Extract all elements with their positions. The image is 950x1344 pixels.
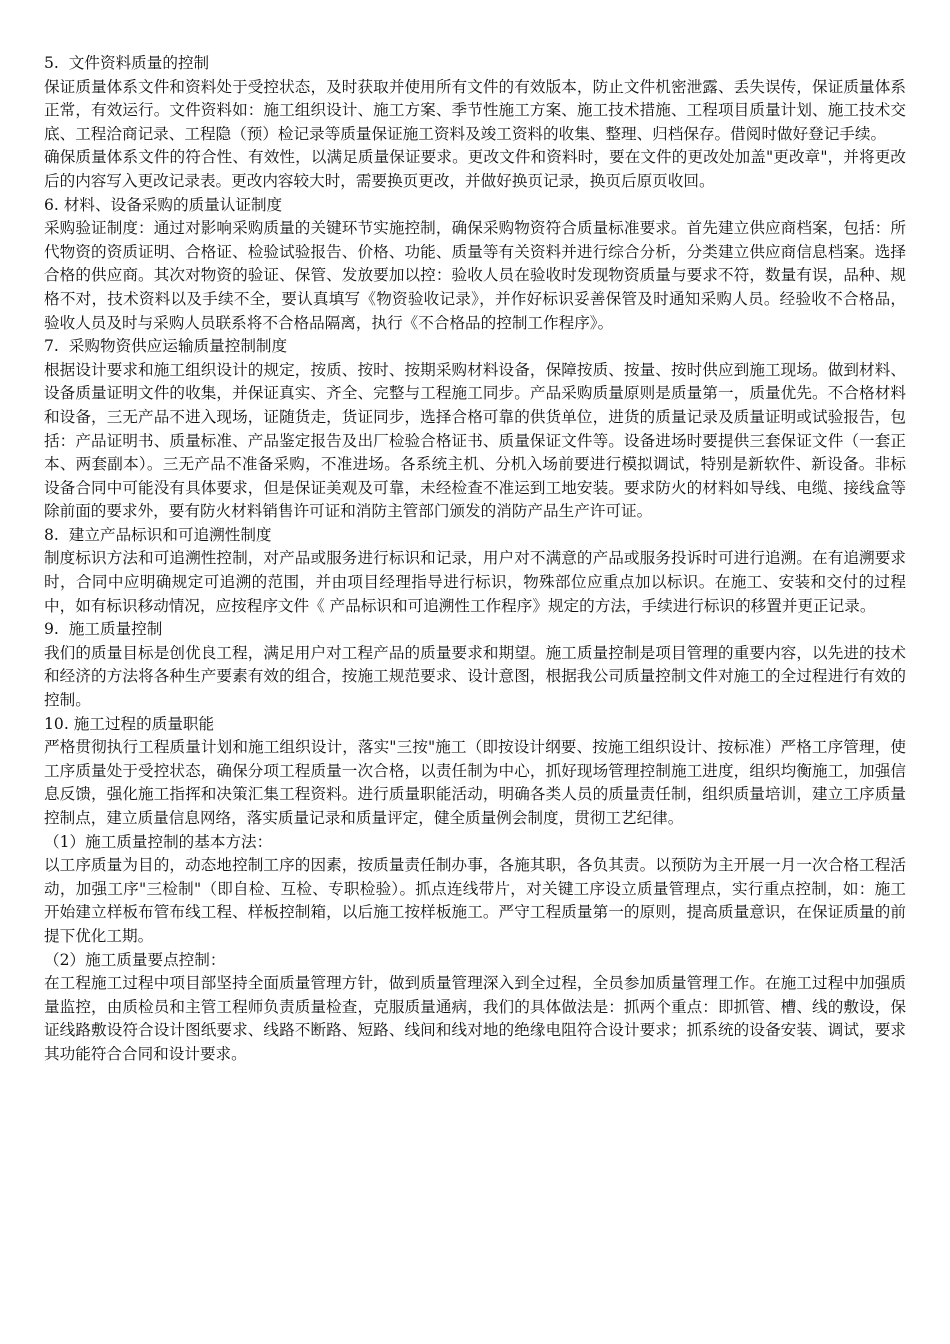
section-9 [44, 618, 906, 712]
section-6 [44, 194, 906, 336]
section-heading: 8. 建立产品标识和可追溯性制度 [44, 525, 272, 544]
section-8 [44, 524, 906, 618]
paragraph: 严格贯彻执行工程质量计划和施工组织设计，落实"三按"施工（即按设计纲要、按施工组织设计、按标准）严格工序管理，使工序质量处于受控状态，确保分项工程质量一次合格，以责任制为中心，抓好现场管理控制施工进度，组织均衡施工，加强信息反馈，强化施工指挥和决策汇集工程资料。进行质量职能活动，明确各类人员的质量责任制，组织质量培训，建立工序质量控制点，建立质量信息网络，落实质量记录和质量评定，健全质量例会制度，贯彻工艺纪律。 [44, 738, 906, 827]
paragraph: 确保质量体系文件的符合性、有效性，以满足质量保证要求。更改文件和资料时，要在文件的更改处加盖"更改章"，并将更改后的内容写入更改记录表。更改内容较大时，需要换页更改，并做好换页记录，换页后原页收回。 [44, 148, 906, 190]
paragraph: 采购验证制度：通过对影响采购质量的关键环节实施控制，确保采购物资符合质量标准要求。首先建立供应商档案，包括：所代物资的资质证明、合格证、检验试验报告、价格、功能、质量等有关资料并进行综合分析，分类建立供应商信息档案。选择合格的供应商。其次对物资的验证、保管、发放要加以控：验收人员在验收时发现物资质量与要求不符，数量有误，品种、规格不对，技术资料以及手续不全，要认真填写《物资验收记录》，并作好标识妥善保管及时通知采购人员。经验收不合格品，验收人员及时与采购人员联系将不合格品隔离，执行《不合格品的控制工作程序》。 [44, 219, 906, 332]
paragraph: 制度标识方法和可追溯性控制，对产品或服务进行标识和记录，用户对不满意的产品或服务投诉时可进行追溯。在有追溯要求时，合同中应明确规定可追溯的范围，并由项目经理指导进行标识，物殊部位应重点加以标识。在施工、安装和交付的过程中，如有标识移动情况，应按程序文件《 产品标识和可追溯性工作程序》规定的方法，手续进行标识的移置并更正记录。 [44, 549, 906, 615]
section-5 [44, 52, 906, 194]
subsection-heading: （1）施工质量控制的基本方法： [44, 832, 273, 851]
paragraph: 保证质量体系文件和资料处于受控状态，及时获取并使用所有文件的有效版本，防止文件机密泄露、丢失误传，保证质量体系正常，有效运行。文件资料如：施工组织设计、施工方案、季节性施工方案、施工技术措施、工程项目质量计划、施工技术交底、工程洽商记录、工程隐（预）检记录等质量保证施工资料及竣工资料的收集、整理、归档保存。借阅时做好登记手续。 [44, 77, 906, 143]
subsection-basic-methods [44, 831, 906, 949]
paragraph: 在工程施工过程中项目部坚持全面质量管理方针，做到质量管理深入到全过程，全员参加质量管理工作。在施工过程中加强质量监控，由质检员和主管工程师负责质量检查，克服质量通病，我们的具体做法是：抓两个重点：即抓管、槽、线的敷设，保证线路敷设符合设计图纸要求、线路不断路、短路、线间和线对地的绝缘电阻符合设计要求；抓系统的设备安装、调试，要求其功能符合合同和设计要求。 [44, 974, 906, 1063]
section-heading: 9. 施工质量控制 [44, 620, 163, 639]
paragraph: 以工序质量为目的，动态地控制工序的因素，按质量责任制办事，各施其职，各负其责。以预防为主开展一月一次合格工程活动，加强工序"三检制"（即自检、互检、专职检验）。抓点连线带片，对关键工序设立质量管理点，实行重点控制，如：施工开始建立样板布管布线工程、样板控制箱，以后施工按样板施工。严守工程质量第一的原则，提高质量意识，在保证质量的前提下优化工期。 [44, 856, 906, 945]
paragraph: 我们的质量目标是创优良工程，满足用户对工程产品的质量要求和期望。施工质量控制是项目管理的重要内容，以先进的技术和经济的方法将各种生产要素有效的组合，按施工规范要求、设计意图，根据我公司质量控制文件对施工的全过程进行有效的控制。 [44, 643, 906, 710]
section-heading: 7. 采购物资供应运输质量控制制度 [44, 337, 288, 356]
section-7 [44, 335, 906, 524]
paragraph: 根据设计要求和施工组织设计的规定，按质、按时、按期采购材料设备，保障按质、按量、按时供应到施工现场。做到材料、设备质量证明文件的收集，并保证真实、齐全、完整与工程施工同步。产品采购质量原则是质量第一，质量优先。不合格材料和设备，三无产品不进入现场，证随货走，货证同步，选择合格可靠的供货单位，进货的质量记录及质量证明或试验报告，包括：产品证明书、质量标准、产品鉴定报告及出厂检验合格证书、质量保证文件等。设备进场时要提供三套保证文件（一套正本、两套副本）。三无产品不准备采购，不准进场。各系统主机、分机入场前要进行模拟调试，特别是新软件、新设备。非标设备合同中可能没有具体要求，但是保证美观及可靠，未经检查不准运到工地安装。要求防火的材料如导线、电缆、接线盒等除前面的要求外，要有防火材料销售许可证和消防主管部门颁发的消防产品生产许可证。 [44, 360, 906, 521]
section-heading: 10. 施工过程的质量职能 [44, 714, 215, 733]
section-10 [44, 713, 906, 831]
subsection-heading: （2）施工质量要点控制： [44, 950, 226, 969]
section-heading: 6. 材料、设备采购的质量认证制度 [44, 195, 283, 214]
subsection-key-points [44, 949, 906, 1067]
section-heading: 5. 文件资料质量的控制 [44, 54, 210, 72]
